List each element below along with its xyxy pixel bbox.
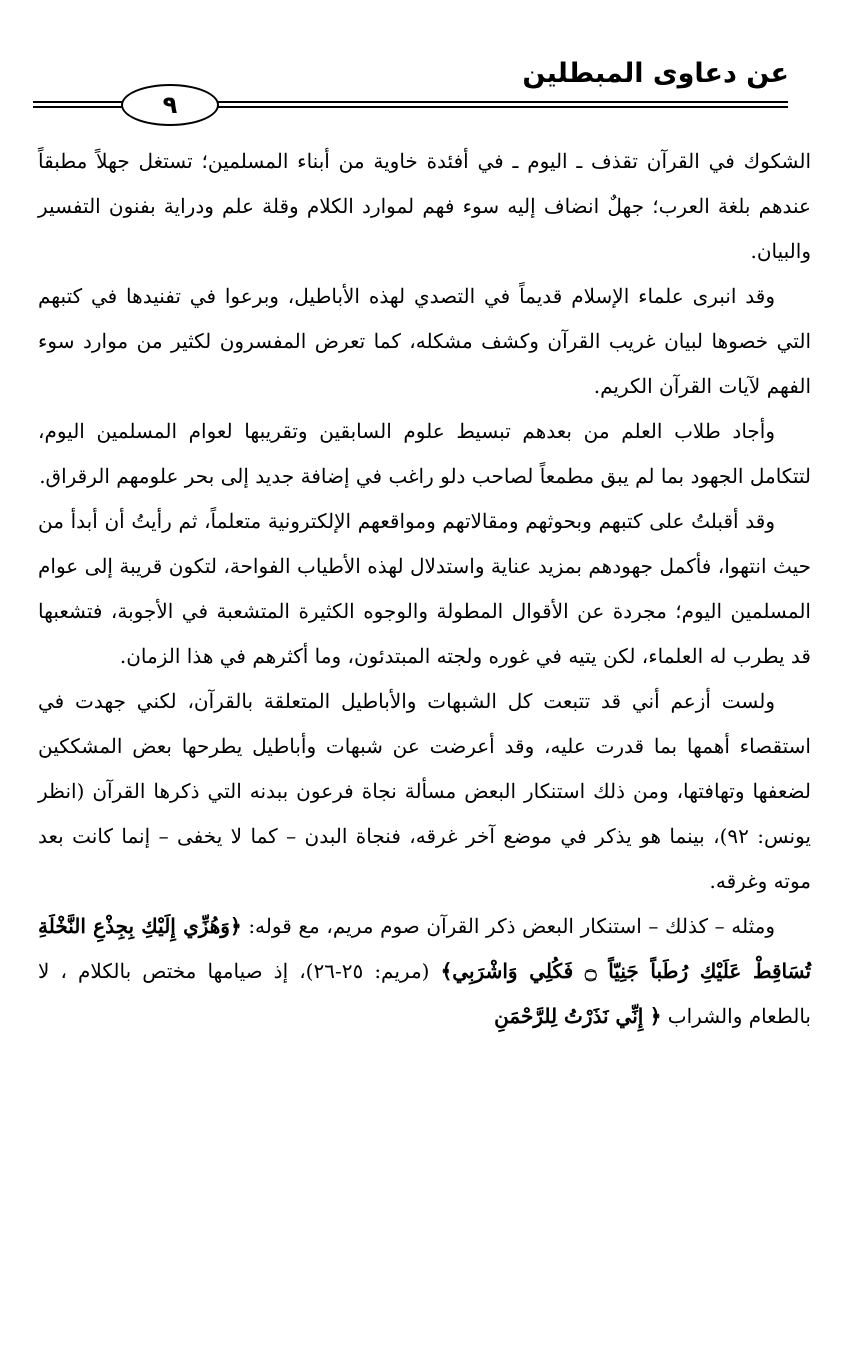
verse-reference: (مريم: ٢٥-٢٦)، إذ صيامها مختص بالكلام ، لا بالطعام والشراب — [38, 959, 811, 1028]
quran-bracket-open: ﴿ — [229, 914, 242, 938]
paragraph-6-intro: ومثله – كذلك – استنكار البعض ذكر القرآن صوم مريم، مع قوله: — [248, 914, 775, 938]
paragraph-3: وأجاد طلاب العلم من بعدهم تبسيط علوم السابقين وتقريبها لعوام المسلمين اليوم، لتتكامل الجهود بما لم يبق مطمعاً لصاحب دلو راغب في إضافة جديد إلى بحر علومهم الرقراق. — [38, 419, 811, 488]
quran-verse-maryam-25-26: وَهُزِّي إِلَيْكِ بِجِذْعِ النَّخْلَةِ تُسَاقِطْ عَلَيْكِ رُطَباً جَنِيّاً ۝ فَكُلِي وَاشْرَبِي — [38, 914, 812, 983]
paragraph-5: ولست أزعم أني قد تتبعت كل الشبهات والأباطيل المتعلقة بالقرآن، لكني جهدت في استقصاء أهمها بما قدرت عليه، وقد أعرضت عن شبهات وأباطيل يطرحها بعض المشككين لضعفها وتهافتها، ومن ذلك استنكار البعض مسألة نجاة فرعون ببدنه التي ذكرها القرآن (انظر يونس: ٩٢)، بينما هو يذكر في موضع آخر غرقه، فنجاة البدن – كما لا يخفى – إنما كانت بعد موته وغرقه. — [38, 689, 811, 893]
paragraph-2: وقد انبرى علماء الإسلام قديماً في التصدي لهذه الأباطيل، وبرعوا في تفنيدها في كتبهم التي خصوها لبيان غريب القرآن وكشف مشكله، كما تعرض المفسرون لكثير من موارد سوء الفهم لآيات القرآن الكريم. — [38, 284, 811, 398]
quran-bracket-open-2: ﴿ — [649, 1004, 662, 1028]
page-number-oval — [121, 84, 219, 126]
page-number: ٩ — [162, 91, 178, 119]
running-title: عن دعاوى المبطلين — [522, 58, 789, 89]
paragraph-1: الشكوك في القرآن تقذف ـ اليوم ـ في أفئدة خاوية من أبناء المسلمين؛ تستغل جهلاً مطبقاً عندهم بلغة العرب؛ جهلٌ انضاف إليه سوء فهم لموارد الكلام وقلة علم ودراية بفنون التفسير والبيان. — [38, 149, 811, 263]
paragraph-6 — [38, 904, 811, 1039]
quran-bracket-close: ﴾ — [440, 959, 453, 983]
paragraph-4: وقد أقبلتُ على كتبهم وبحوثهم ومقالاتهم ومواقعهم الإلكترونية متعلماً، ثم رأيتُ أن أبدأ من حيث انتهوا، فأكمل جهودهم بمزيد عناية واستدلال لهذه الأطياب الفواحة، لتكون قريبة إلى عوام المسلمين اليوم؛ مجردة عن الأقوال المطولة والوجوه الكثيرة المتشعبة في الأجوبة، فتشعبها قد يطرب له العلماء، لكن يتيه في غوره ولجته المبتدئون، وما أكثرهم في هذا الزمان. — [38, 509, 811, 668]
quran-verse-maryam-26: إِنِّي نَذَرْتُ لِلرَّحْمَنِ — [494, 1004, 644, 1028]
body-text — [38, 139, 811, 1039]
